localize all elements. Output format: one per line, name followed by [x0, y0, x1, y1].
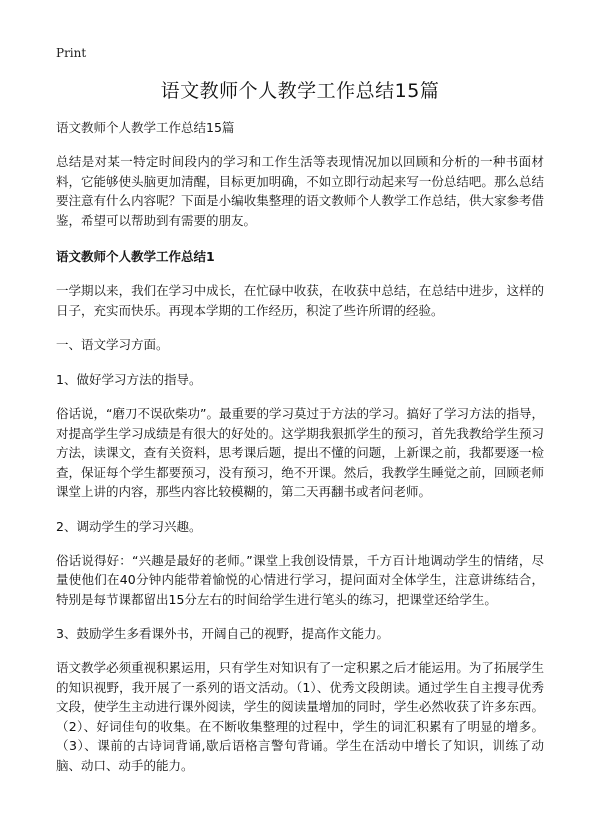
page-title: 语文教师个人教学工作总结15篇 — [160, 80, 440, 102]
item-heading-learning-interest: 2、调动学生的学习兴趣。 — [56, 518, 202, 534]
item-paragraph-extracurricular-reading: 语文教学必须重视积累运用，只有学生对知识有了一定积累之后才能运用。为了拓展学生的知识视野，我开展了一系列的语文活动。（1）、优秀文段朗读。通过学生自主搜寻优秀文段，使学生主动进行课外阅读，学生的阅读量增加的同时，学生必然收获了许多东西。（2）、好词佳句的收集。在不断收集整理的过程中，学生的词汇积累有了明显的增多。（3）、课前的古诗词背诵,歇后语格言警句背诵。学生在活动中增长了知识，训练了动脑、动口、动手的能力。 — [56, 660, 544, 773]
section-intro-paragraph: 一学期以来，我们在学习中成长，在忙碌中收获，在收获中总结，在总结中进步，这样的日子，充实而快乐。再现本学期的工作经历，积淀了些许所谓的经验。 — [56, 283, 544, 318]
part-heading-language-study: 一、语文学习方面。 — [56, 337, 169, 352]
item-paragraph-study-methods: 俗话说，“磨刀不误砍柴功”。最重要的学习莫过于方法的学习。搞好了学习方法的指导，对提高学生学习成绩是有很大的好处的。这学期我狠抓学生的预习，首先我教给学生预习方法，读课文，查有关资料，思考课后题，提出不懂的问题，上新课之前，我都要逐一检查，保证每个学生都要预习，没有预习，绝不开课。然后，我教学生睡觉之前，回顾老师课堂上讲的内容，那些内容比较模糊的，第二天再翻书或者问老师。 — [56, 406, 544, 499]
intro-paragraph: 总结是对某一特定时间段内的学习和工作生活等表现情况加以回顾和分析的一种书面材料，它能够使头脑更加清醒，目标更加明确，不如立即行动起来写一份总结吧。那么总结要注意有什么内容呢？下面是小编收集整理的语文教师个人教学工作总结，供大家参考借鉴，希望可以帮助到有需要的朋友。 — [56, 154, 544, 228]
item-heading-study-methods: 1、做好学习方法的指导。 — [56, 372, 202, 387]
section-heading: 语文教师个人教学工作总结1 — [56, 249, 215, 264]
print-link[interactable]: Print — [56, 46, 87, 60]
item-heading-extracurricular-reading: 3、鼓励学生多看课外书，开阔自己的视野，提高作文能力。 — [56, 626, 389, 641]
document-subtitle: 语文教师个人教学工作总结15篇 — [56, 120, 235, 135]
item-paragraph-learning-interest: 俗话说得好：“兴趣是最好的老师。”课堂上我创设情景，千方百计地调动学生的情绪，尽量使他们在40分钟内能带着愉悦的心情进行学习，提问面对全体学生，注意讲练结合，特别是每节课都留出15分左右的时间给学生进行笔头的练习，把课堂还给学生。 — [56, 552, 544, 607]
